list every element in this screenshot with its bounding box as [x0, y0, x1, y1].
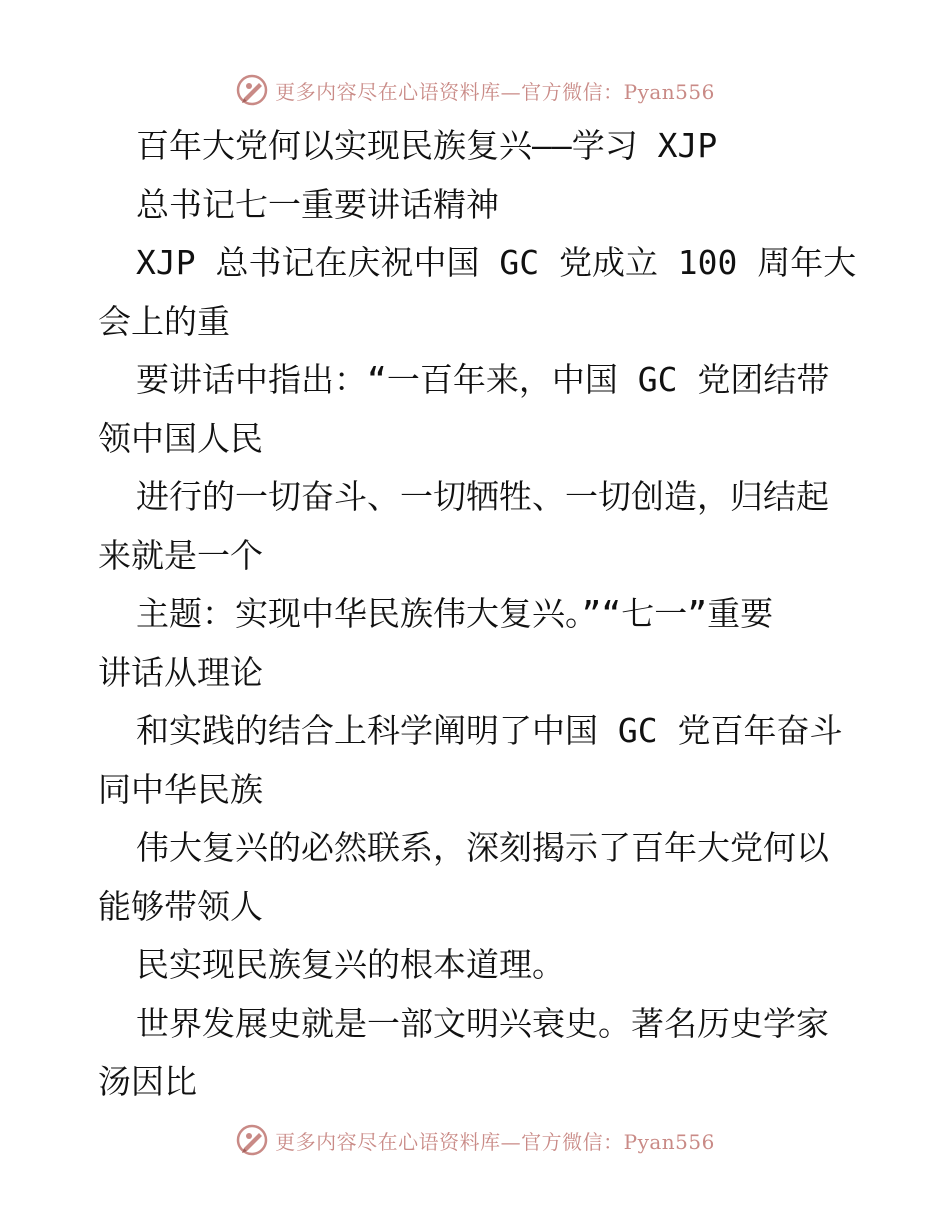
pen-seal-icon	[235, 73, 269, 107]
watermark-text: 更多内容尽在心语资料库—官方微信：Pyan556	[275, 1129, 715, 1154]
watermark-wechat-id: Pyan556	[623, 1129, 715, 1154]
text-line: 百年大党何以实现民族复兴——学习 XJP	[136, 126, 718, 165]
text-line: 伟大复兴的必然联系，深刻揭示了百年大党何以	[136, 828, 829, 867]
text-line: 领中国人民	[98, 418, 263, 458]
text-line: 汤因比	[98, 1062, 197, 1101]
text-line: 会上的重	[98, 301, 230, 341]
text-line: 同中华民族	[98, 769, 263, 809]
text-line: 要讲话中指出：“一百年来，中国 GC 党团结带	[136, 360, 830, 399]
text-line: 主题：实现中华民族伟大复兴。”“七一”重要	[136, 594, 774, 633]
watermark-wechat-id: Pyan556	[623, 79, 715, 104]
pen-seal-icon	[235, 1123, 269, 1157]
text-line: 讲话从理论	[98, 652, 263, 692]
text-line: 进行的一切奋斗、一切牺牲、一切创造，归结起	[136, 477, 829, 516]
text-line: 能够带领人	[98, 886, 263, 926]
watermark-text: 更多内容尽在心语资料库—官方微信：Pyan556	[275, 79, 715, 104]
text-line: 来就是一个	[98, 535, 263, 575]
text-line: 世界发展史就是一部文明兴衰史。著名历史学家	[136, 1003, 829, 1043]
text-line: 总书记七一重要讲话精神	[136, 184, 499, 224]
text-line: XJP 总书记在庆祝中国 GC 党成立 100 周年大	[136, 243, 857, 282]
text-line: 民实现民族复兴的根本道理。	[136, 945, 565, 984]
document-body	[98, 117, 868, 1112]
text-line: 和实践的结合上科学阐明了中国 GC 党百年奋斗	[136, 711, 843, 750]
header-watermark	[0, 70, 950, 110]
footer-watermark	[0, 1120, 950, 1160]
